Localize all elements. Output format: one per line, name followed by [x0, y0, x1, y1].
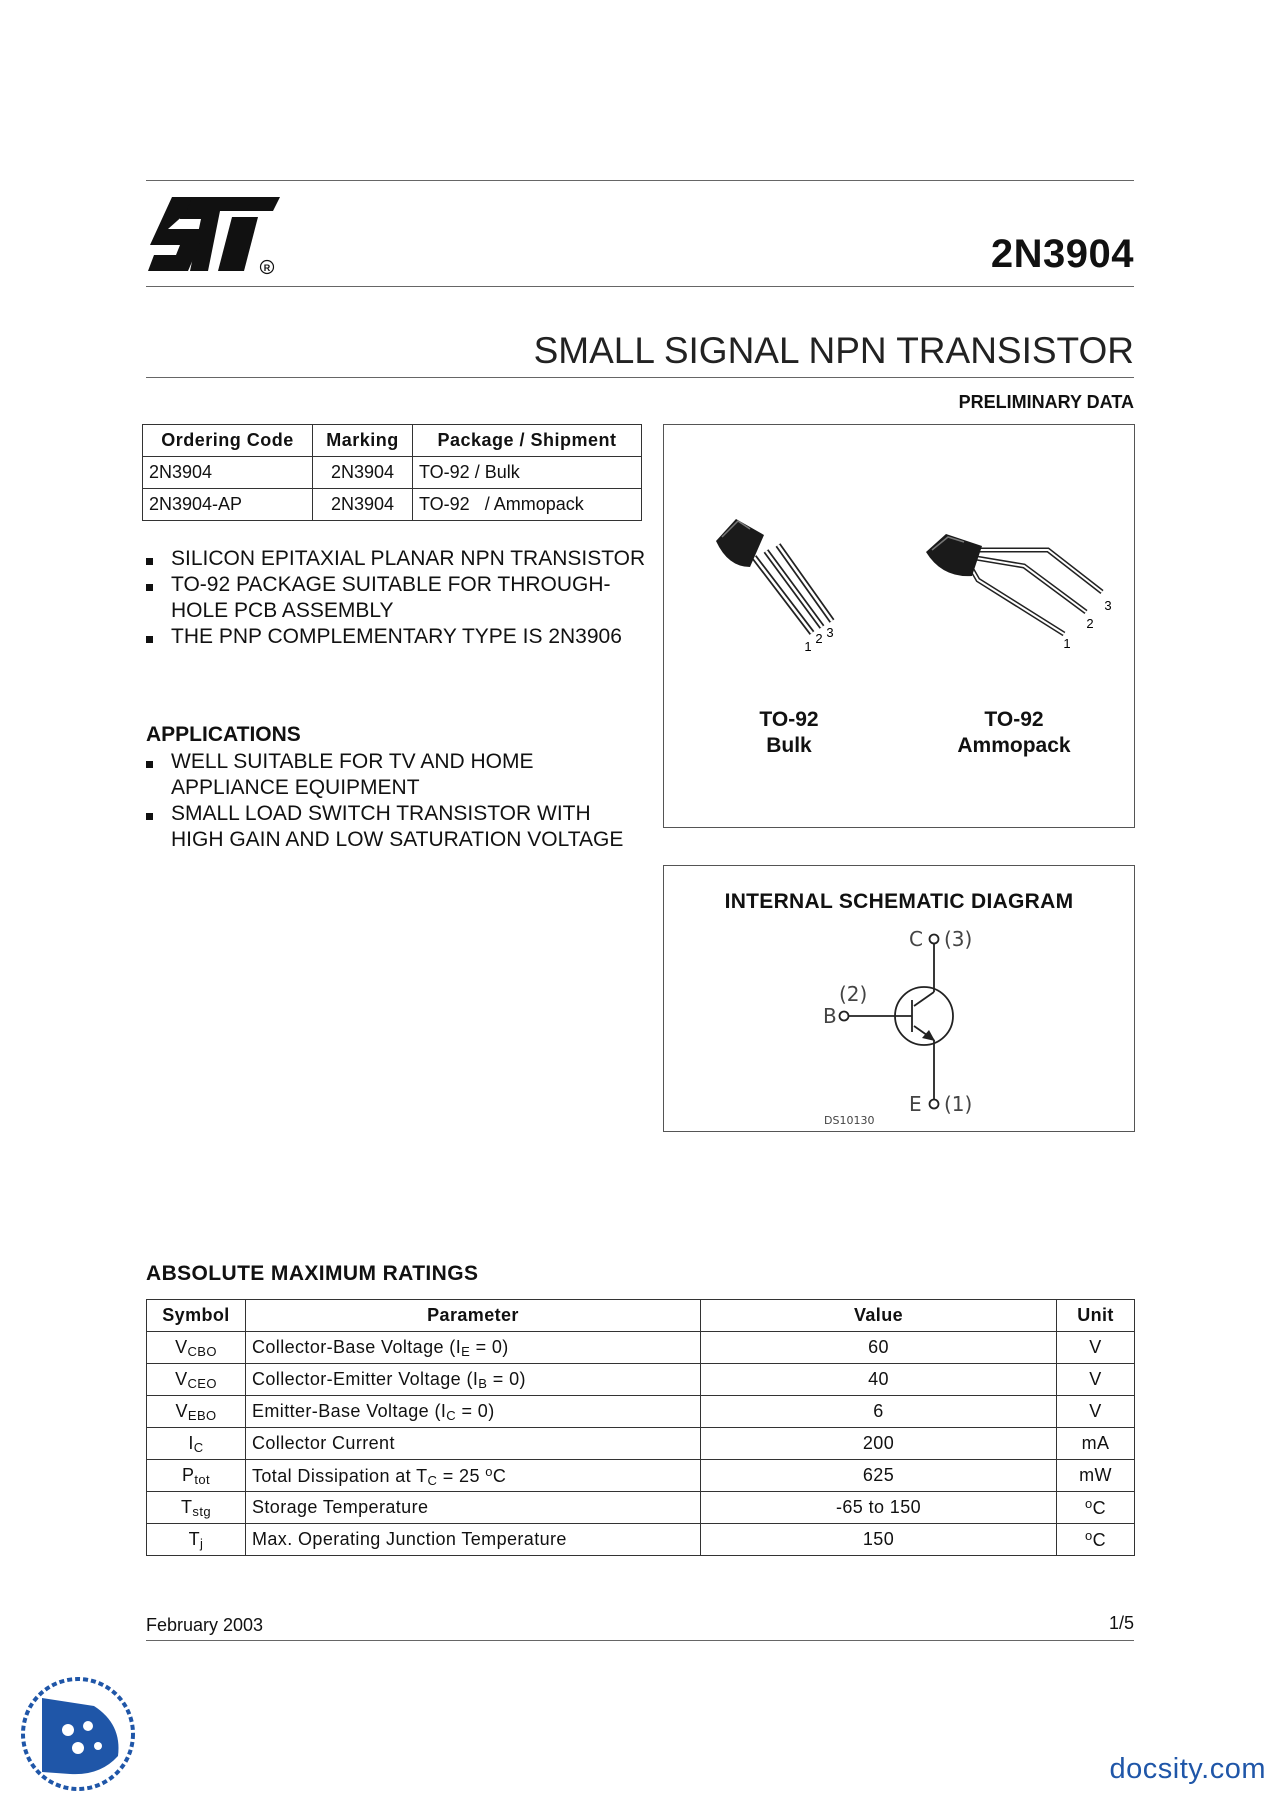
parameter-cell: Emitter-Base Voltage $(I_C = 0)$	[246, 1396, 701, 1428]
symbol-cell: $V_{CBO}$	[147, 1332, 246, 1364]
package-label-bulk	[724, 707, 854, 759]
symbol-cell: $V_{CEO}$	[147, 1364, 246, 1396]
page-number: 1/5	[1108, 1613, 1134, 1633]
column-header: Value	[701, 1300, 1057, 1332]
footer-rule	[146, 1640, 1134, 1641]
unit-cell: V	[1057, 1396, 1135, 1428]
pin-label: 3	[826, 625, 834, 640]
table-cell: 2N3904	[313, 457, 413, 489]
column-header: Unit	[1057, 1300, 1135, 1332]
column-header: Ordering Code	[143, 425, 313, 457]
column-header: Symbol	[147, 1300, 246, 1332]
parameter-cell: Total Dissipation at $T_C = 25$ $^o$C	[246, 1460, 701, 1492]
table-cell: 2N3904	[143, 457, 313, 489]
symbol-cell: $P_{tot}$	[147, 1460, 246, 1492]
header-rule	[146, 286, 1134, 287]
package-type: TO-92	[759, 708, 819, 731]
list-item: SMALL LOAD SWITCH TRANSISTOR WITH HIGH GAIN AND LOW SATURATION VOLTAGE	[146, 801, 646, 853]
top-rule	[146, 180, 1134, 181]
base-label: B	[823, 1004, 837, 1028]
page-title: SMALL SIGNAL NPN TRANSISTOR	[533, 330, 1134, 371]
package-type: TO-92	[984, 708, 1044, 731]
table-row	[147, 1492, 1135, 1524]
parameter-cell: Collector Current	[246, 1428, 701, 1460]
title-rule	[146, 377, 1134, 378]
table-cell: TO-92 / Ammopack	[413, 489, 642, 521]
value-cell: 625	[701, 1460, 1057, 1492]
column-header: Parameter	[246, 1300, 701, 1332]
pin-label: 1	[1063, 636, 1071, 650]
st-logo	[146, 193, 281, 278]
table-cell: 2N3904	[313, 489, 413, 521]
table-row	[147, 1396, 1135, 1428]
table-header-row	[143, 425, 642, 457]
table-row	[147, 1460, 1135, 1492]
package-label-ammopack	[939, 707, 1089, 759]
column-header: Marking	[313, 425, 413, 457]
parameter-cell: Storage Temperature	[246, 1492, 701, 1524]
table-row	[147, 1428, 1135, 1460]
value-cell: 200	[701, 1428, 1057, 1460]
value-cell: 6	[701, 1396, 1057, 1428]
value-cell: 150	[701, 1524, 1057, 1556]
list-item: SILICON EPITAXIAL PLANAR NPN TRANSISTOR	[146, 546, 646, 572]
applications-list	[146, 749, 646, 853]
unit-cell: V	[1057, 1332, 1135, 1364]
unit-cell: $^o$C	[1057, 1492, 1135, 1524]
table-row	[147, 1524, 1135, 1556]
pin-label: 2	[815, 631, 823, 646]
table-row	[143, 457, 642, 489]
symbol-cell: $T_{stg}$	[147, 1492, 246, 1524]
list-item: THE PNP COMPLEMENTARY TYPE IS 2N3906	[146, 624, 646, 650]
value-cell: 60	[701, 1332, 1057, 1364]
table-cell: 2N3904-AP	[143, 489, 313, 521]
unit-cell: mW	[1057, 1460, 1135, 1492]
symbol-cell: $I_C$	[147, 1428, 246, 1460]
table-header-row	[147, 1300, 1135, 1332]
part-number: 2N3904	[990, 232, 1134, 276]
table-row	[147, 1364, 1135, 1396]
collector-label: C	[909, 927, 923, 951]
table-row	[147, 1332, 1135, 1364]
parameter-cell: Collector-Base Voltage $(I_E = 0)$	[246, 1332, 701, 1364]
unit-cell: mA	[1057, 1428, 1135, 1460]
package-shipment: Ammopack	[957, 734, 1071, 757]
symbol-cell: $T_j$	[147, 1524, 246, 1556]
base-pin: (2)	[839, 982, 868, 1006]
applications-heading: APPLICATIONS	[146, 723, 301, 746]
pin-label: 1	[804, 639, 812, 654]
docsity-logo-icon	[20, 1676, 136, 1792]
drawing-code: DS10130	[824, 1114, 875, 1127]
column-header: Package / Shipment	[413, 425, 642, 457]
symbol-cell: $V_{EBO}$	[147, 1396, 246, 1428]
package-shipment: Bulk	[766, 734, 812, 757]
list-item: WELL SUITABLE FOR TV AND HOME APPLIANCE EQUIPMENT	[146, 749, 646, 801]
parameter-cell: Max. Operating Junction Temperature	[246, 1524, 701, 1556]
unit-cell: $^o$C	[1057, 1524, 1135, 1556]
pin-label: 3	[1104, 598, 1112, 613]
value-cell: -65 to 150	[701, 1492, 1057, 1524]
table-row	[143, 489, 642, 521]
to92-ammopack-image	[924, 530, 1114, 650]
ratings-heading: ABSOLUTE MAXIMUM RATINGS	[146, 1262, 479, 1285]
footer-date: February 2003	[146, 1615, 264, 1635]
parameter-cell: Collector-Emitter Voltage $(I_B = 0)$	[246, 1364, 701, 1396]
emitter-label: E	[909, 1092, 922, 1116]
ratings-table	[146, 1299, 1135, 1556]
package-figure	[663, 424, 1135, 828]
unit-cell: V	[1057, 1364, 1135, 1396]
npn-transistor-symbol	[664, 866, 1136, 1133]
status-label: PRELIMINARY DATA	[958, 392, 1134, 412]
list-item: TO-92 PACKAGE SUITABLE FOR THROUGH-HOLE PCB ASSEMBLY	[146, 572, 646, 624]
feature-list	[146, 546, 646, 650]
schematic-title: INTERNAL SCHEMATIC DIAGRAM	[724, 890, 1074, 913]
pin-label: 2	[1086, 616, 1094, 631]
docsity-watermark[interactable]: docsity.com	[1109, 1753, 1266, 1785]
ordering-table	[142, 424, 642, 521]
to92-bulk-image	[714, 515, 864, 665]
table-cell: TO-92 / Bulk	[413, 457, 642, 489]
collector-pin: (3)	[944, 927, 973, 951]
value-cell: 40	[701, 1364, 1057, 1396]
emitter-pin: (1)	[944, 1092, 973, 1116]
schematic-figure	[663, 865, 1135, 1132]
svg-text:R: R	[263, 263, 271, 273]
